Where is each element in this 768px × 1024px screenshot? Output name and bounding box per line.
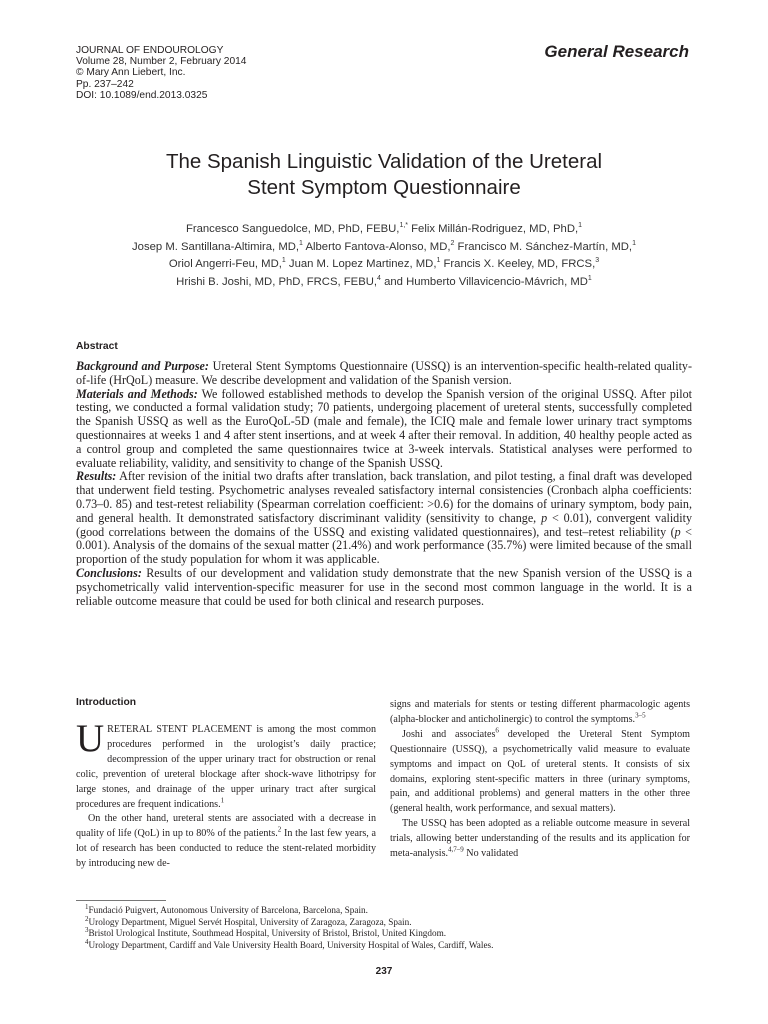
abstract-label: Results: [76, 469, 117, 484]
affiliation-mark: 1 [281, 257, 286, 265]
footnote-text: Fundació Puigvert, Autonomous University of Barcelona, Barcelona, Spain. [88, 905, 368, 915]
paragraph-text: No validated [463, 848, 519, 860]
footnote [85, 937, 494, 952]
abstract-methods [76, 388, 692, 471]
intro-paragraph-4 [390, 817, 690, 862]
article-title [76, 149, 692, 201]
right-column [390, 698, 690, 862]
title-line-1: The Spanish Linguistic Validation of the Ureteral [165, 149, 603, 173]
affiliation-mark: 1 [299, 239, 303, 247]
footnote-number: 4 [85, 937, 89, 946]
page-number: 237 [375, 966, 393, 977]
abstract-text: After revision of the initial two drafts after translation, back translation, and pilot testing, a final draft was developed that underwent field testing. Psychometric analyses revealed satisfactory internal consistencies (Cronbach alpha coefficients: 0.73–0. 85) and test-retest reliability (Spearman correlation coefficient: >0.6) for the domains of urinary symptom, body pain, and general health. It demonstrated satisfactory discriminant validity (sensitivity to change, [76, 469, 692, 525]
abstract-heading: Abstract [76, 341, 118, 352]
abstract-text: We followed established methods to develop the Spanish version of the original USSQ. After pilot testing, we conducted a formal validation study; 70 patients, undergoing placement of ureteral stents, successfully completed the Spanish USSQ as well as the EuroQoL-5D (male and female), the ICIQ male and female lower urinary tract symptoms questionnaires at weeks 1 and 4 after stent insertions, and at week 4 after their removal. In addition, 40 healthy people acted as a control group and completed the same questionnaires twice at 3-week intervals. Statistical analyses were performed to evaluate reliability, validity, and sensitivity to change of the Spanish USSQ. [76, 386, 693, 470]
abstract-body [76, 360, 692, 608]
author-list [76, 221, 692, 291]
journal-name: JOURNAL OF ENDOUROLOGY [76, 45, 224, 56]
abstract-background [76, 360, 692, 388]
footnote-divider [76, 900, 166, 901]
author-line-4 [76, 274, 692, 292]
affiliation-footnotes [85, 902, 494, 951]
intro-paragraph-2 [76, 812, 376, 872]
intro-paragraph-3 [390, 728, 690, 817]
abstract-text: Results of our development and validation study demonstrate that the new Spanish version of the USSQ is a psychometrically valid intervention-specific measurer for use in the second most common language in the world. It is a reliable outcome measure that could be used for both clinical and research purposes. [76, 565, 692, 608]
footnote-text: Urology Department, Miguel Servét Hospital, University of Zaragoza, Zaragoza, Spain. [88, 916, 412, 927]
footnote-text: Bristol Urological Institute, Southmead Hospital, University of Bristol, Bristol, United Kingdom. [88, 928, 447, 938]
reference-mark[interactable]: 2 [277, 825, 282, 834]
abstract-label: Materials and Methods: [76, 386, 198, 401]
affiliation-mark: 1 [436, 257, 441, 265]
abstract-results [76, 470, 692, 567]
abstract-text: < 0.001). Analysis of the domains of the sexual matter (21.4%) and work performance (35.7%) were limited because of the small proportion of the study population for whom it was applicable. [76, 524, 692, 567]
affiliation-mark: 1,* [399, 222, 408, 230]
intro-paragraph-1 [76, 717, 376, 812]
footnote [85, 902, 493, 917]
paragraph-text: On the other hand, ureteral stents are associated with a decrease in quality of life (QoL) in up to 80% of the patients. [76, 813, 376, 840]
affiliation-mark: 1 [587, 275, 592, 283]
footnote-number: 2 [85, 914, 89, 923]
journal-pages: Pp. 237–242 [76, 78, 134, 90]
paragraph-text: The USSQ has been adopted as a reliable outcome measure in several trials, allowing better understanding of the results and its application for meta-analysis. [390, 818, 690, 860]
affiliation-mark: 1 [632, 239, 636, 247]
abstract-text: Ureteral Stent Symptoms Questionnaire (USSQ) is an intervention-specific health-related quality-of-life (HrQoL) measure. We describe development and validation of the Spanish version. [76, 359, 693, 387]
introduction-heading: Introduction [76, 697, 137, 708]
footnote-text: Urology Department, Cardiff and Vale University Health Board, University Hospital of Wales, Cardiff, Wales. [88, 939, 494, 950]
affiliation-mark: 3 [595, 257, 600, 265]
author-name: Felix Millán-Rodriguez, MD, PhD, [408, 223, 579, 235]
journal-doi[interactable]: DOI: 10.1089/end.2013.0325 [76, 89, 208, 101]
paragraph-text: developed the Ureteral Stent Symptom Questionnaire (USSQ), a psychometrically valid measure to evaluate symptoms and impact on QoL of ureteral stents. It consists of six domains, exploring stent-specific matters in three (urinary symptoms, pain, and additional problems) and general matters in the other three (general health, work performance, and sexual matters). [390, 728, 690, 815]
reference-mark[interactable]: 3–5 [635, 711, 646, 720]
p-symbol: p [674, 524, 681, 539]
affiliation-mark: 1 [578, 222, 583, 230]
footnote-number: 1 [85, 902, 89, 911]
author-name: and Humberto Villavicencio-Mávrich, MD [380, 275, 588, 288]
journal-copyright: © Mary Ann Liebert, Inc. [76, 67, 186, 79]
abstract-conclusions [76, 567, 692, 608]
affiliation-mark: 2 [450, 239, 455, 247]
drop-cap: U [76, 717, 105, 760]
author-line-1 [76, 221, 692, 239]
abstract-label: Background and Purpose: [76, 359, 209, 373]
abstract-label: Conclusions: [76, 565, 142, 580]
lead-in: RETERAL STENT PLACEMENT [107, 724, 252, 735]
paragraph-text: signs and materials for stents or testing different pharmacologic agents (alpha-blocker and anticholinergic) to control the symptoms. [390, 699, 690, 725]
reference-mark[interactable]: 6 [495, 726, 499, 735]
footnote [85, 925, 493, 940]
journal-info [76, 45, 246, 101]
intro-paragraph-2-cont [390, 698, 690, 728]
reference-mark[interactable]: 4,7–9 [448, 845, 464, 854]
affiliation-mark: 4 [377, 275, 381, 283]
paragraph-text: is among the most common procedures performed in the urologist’s daily practice; decompression of the upper urinary tract for obstruction or renal colic, prevention of ureteral blockage after shock-wave lithotripsy for large stones, and drainage of the upper urinary tract after surgical procedures are frequent indications. [76, 724, 376, 810]
abstract-text: < 0.01), convergent validity (good correlations between the domains of the USSQ and existing validated questionnaires), and test–retest reliability ( [76, 510, 692, 539]
title-line-2: Stent Symptom Questionnaire [247, 175, 521, 199]
author-line-2 [76, 239, 692, 257]
footnote-number: 3 [85, 925, 89, 934]
author-name: Francesco Sanguedolce, MD, PhD, FEBU, [185, 223, 400, 235]
paragraph-text: Joshi and associates [402, 728, 496, 740]
journal-volume: Volume 28, Number 2, February 2014 [76, 56, 247, 68]
author-name: Josep M. Santillana-Altimira, MD, [132, 240, 300, 253]
paragraph-text: In the last few years, a lot of research has been conducted to reduce the stent-related morbidity by introducing new de- [76, 828, 377, 870]
author-name: Alberto Fantova-Alonso, MD, [302, 240, 451, 253]
author-name: Hrishi B. Joshi, MD, PhD, FRCS, FEBU, [176, 275, 378, 288]
footnote [85, 914, 493, 929]
section-label: General Research [544, 42, 689, 61]
p-symbol: p [541, 510, 548, 525]
author-name: Juan M. Lopez Martinez, MD, [285, 258, 437, 271]
author-line-3 [76, 256, 692, 274]
author-name: Francis X. Keeley, MD, FRCS, [440, 258, 596, 271]
author-name: Francisco M. Sánchez-Martín, MD, [454, 240, 633, 253]
author-name: Oriol Angerri-Feu, MD, [168, 258, 282, 271]
left-column [76, 717, 377, 872]
reference-mark[interactable]: 1 [220, 796, 225, 805]
